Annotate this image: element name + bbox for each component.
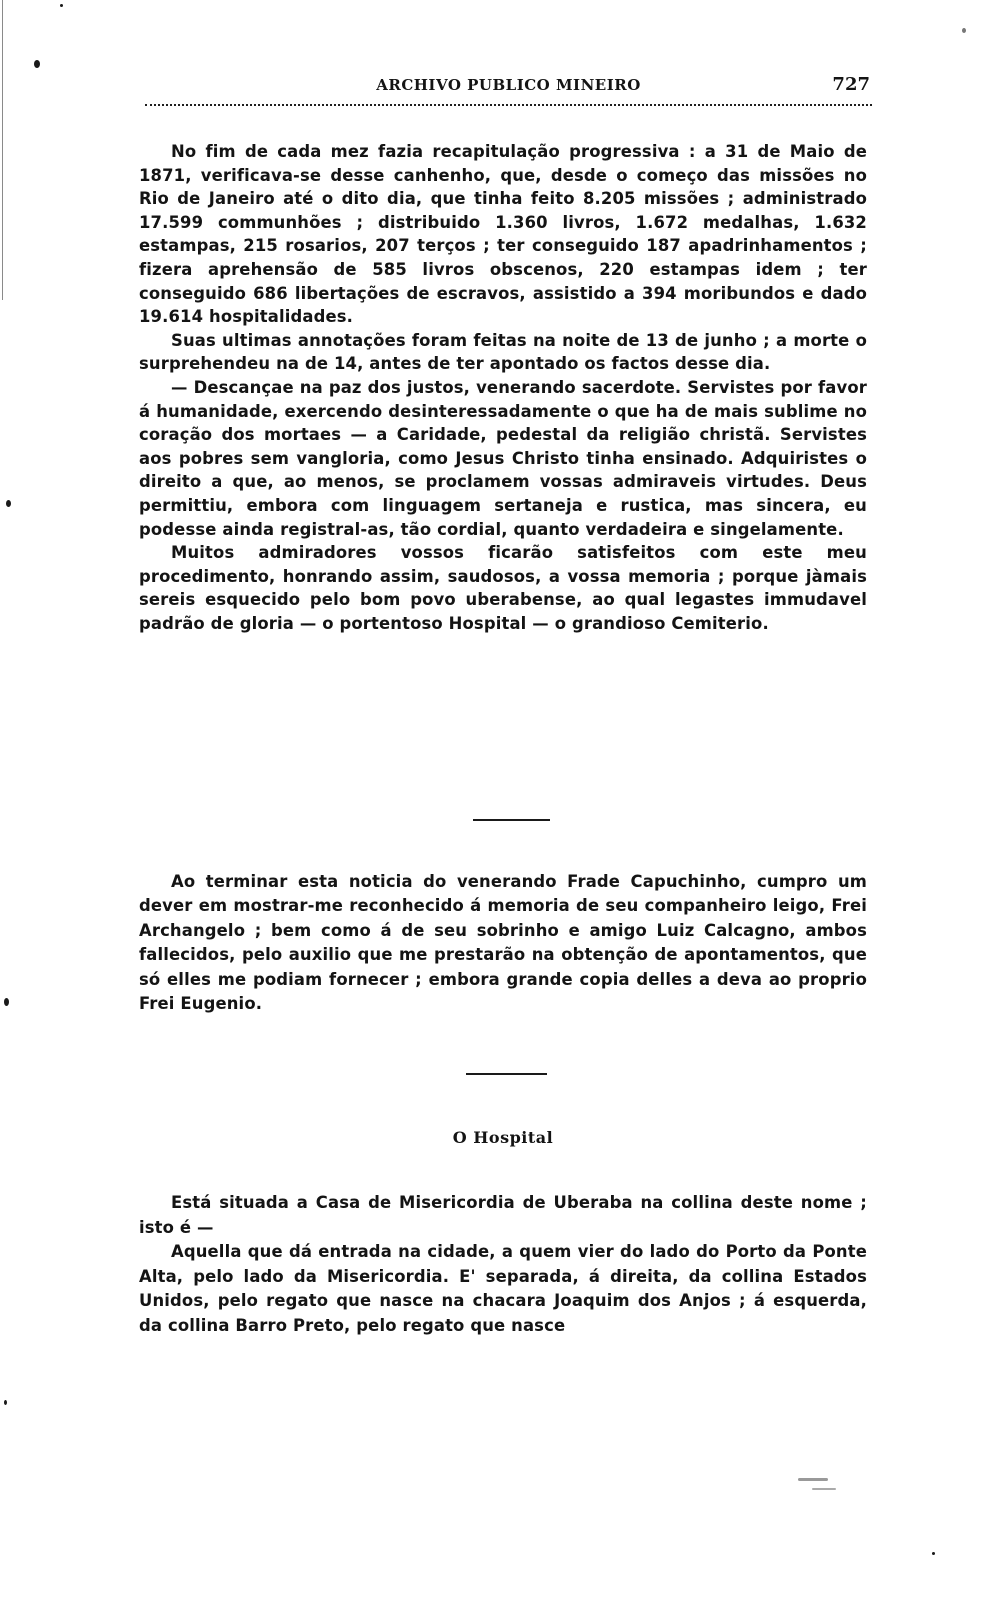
page-number: 727 <box>832 74 870 95</box>
print-speck <box>962 28 966 33</box>
section-separator <box>473 819 550 821</box>
section-heading: O Hospital <box>452 1128 554 1147</box>
text-block-chronicle <box>139 140 867 635</box>
text-block-hospital <box>139 1191 867 1339</box>
print-speck <box>798 1478 828 1481</box>
print-speck <box>4 1400 7 1405</box>
paragraph: Ao terminar esta noticia do venerando Frade Capuchinho, cumpro um dever em mostrar-me reconhecido á memoria de seu companheiro leigo, Frei Archangelo ; bem como á de seu sobrinho e amigo Luiz Calcagno, ambos fallecidos, pelo auxilio que me prestarão na obtenção de apontamentos, que só elles me podiam fornecer ; embora grande copia delles a deva ao proprio Frei Eugenio. <box>139 872 867 1014</box>
paragraph: No fim de cada mez fazia recapitulação progressiva : a 31 de Maio de 1871, verificava-se desse canhenho, que, desde o começo das missões no Rio de Janeiro até o dito dia, que tinha feito 8.205 missões ; administrado 17.599 communhões ; distribuido 1.360 livros, 1.672 medalhas, 1.632 estampas, 215 rosarios, 207 terços ; ter conseguido 187 apadrinhamentos ; fizera aprehensão de 585 livros obscenos, 220 estampas idem ; ter conseguido 686 libertações de escravos, assistido a 394 moribundos e dado 19.614 hospitalidades. <box>139 142 867 327</box>
print-speck <box>6 500 11 507</box>
section-separator <box>466 1073 547 1075</box>
text-block-acknowledgement <box>139 870 867 1016</box>
paragraph: — Descançae na paz dos justos, venerando sacerdote. Servistes por favor á humanidade, exercendo desinteressadamente o que ha de mais sublime no coração dos mortaes — a Caridade, pedestal da religião christã. Servistes aos pobres sem vangloria, como Jesus Christo tinha ensinado. Adquiristes o direito a que, ao menos, se proclamem vossas admiraveis virtudes. Deus permittiu, embora com linguagem sertaneja e rustica, mas sincera, eu podesse ainda registral-as, tão cordial, quanto verdadeira e singelamente. <box>139 377 867 539</box>
page-edge-line <box>2 0 3 300</box>
paragraph: Está situada a Casa de Misericordia de Uberaba na collina deste nome ; isto é — <box>139 1193 867 1237</box>
print-speck <box>34 60 40 68</box>
running-title: ARCHIVO PUBLICO MINEIRO <box>376 76 641 94</box>
print-speck <box>4 998 9 1006</box>
print-speck <box>60 4 63 7</box>
page-header <box>145 76 872 108</box>
print-speck <box>932 1552 935 1555</box>
print-speck <box>812 1488 836 1490</box>
paragraph: Muitos admiradores vossos ficarão satisfeitos com este meu procedimento, honrando assim, saudosos, a vossa memoria ; porque jàmais sereis esquecido pelo bom povo uberabense, ao qual legastes immudavel padrão de gloria — o portentoso Hospital — o grandioso Cemiterio. <box>139 543 867 633</box>
header-rule <box>145 104 872 106</box>
paragraph: Aquella que dá entrada na cidade, a quem vier do lado do Porto da Ponte Alta, pelo lado da Misericordia. E' separada, á direita, da collina Estados Unidos, pelo regato que nasce na chacara Joaquim dos Anjos ; á esquerda, da collina Barro Preto, pelo regato que nasce <box>139 1242 867 1335</box>
paragraph: Suas ultimas annotações foram feitas na noite de 13 de junho ; a morte o surprehendeu na de 14, antes de ter apontado os factos desse dia. <box>139 330 867 374</box>
